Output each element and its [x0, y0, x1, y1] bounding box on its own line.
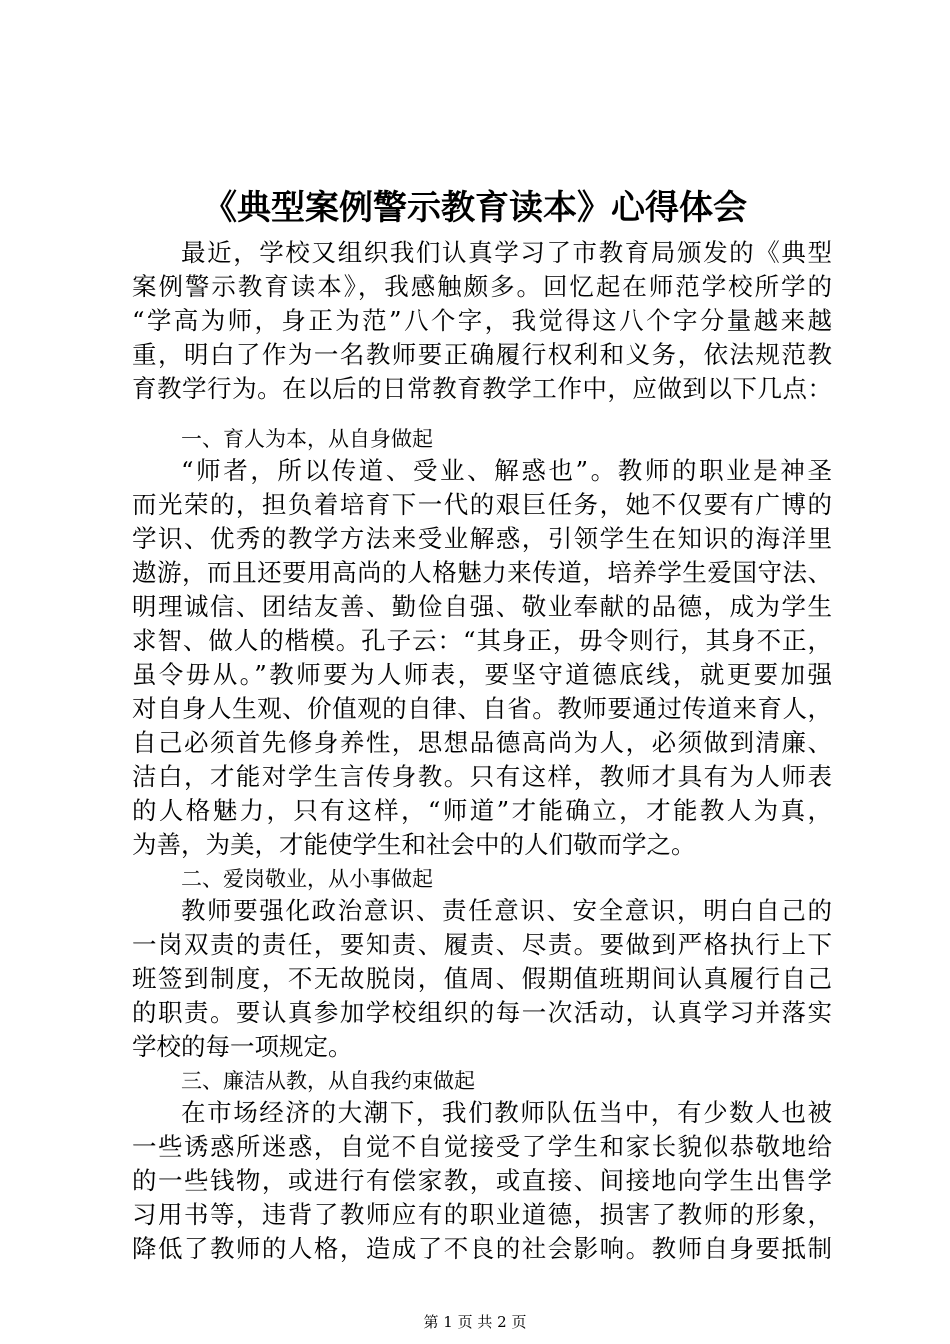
paragraph-line: 虽令毋从。”教师要为人师表，要坚守道德底线，就更要加强	[132, 660, 832, 689]
paragraph-line: “师者，所以传道、受业、解惑也”。教师的职业是神圣	[181, 456, 832, 485]
paragraph-line: 自己必须首先修身养性，思想品德高尚为人，必须做到清廉、	[132, 728, 832, 757]
page-title: 《典型案例警示教育读本》心得体会	[203, 188, 747, 228]
paragraph-line: 而光荣的，担负着培育下一代的艰巨任务，她不仅要有广博的	[132, 490, 832, 519]
intro-line: 育教学行为。在以后的日常教育教学工作中，应做到以下几点：	[132, 374, 832, 403]
intro-line: 重，明白了作为一名教师要正确履行权利和义务，依法规范教	[132, 340, 832, 369]
paragraph-line: 明理诚信、团结友善、勤俭自强、敬业奉献的品德，成为学生	[132, 592, 832, 621]
paragraph-line: 一岗双责的责任，要知责、履责、尽责。要做到严格执行上下	[132, 930, 832, 959]
paragraph-line: 班签到制度，不无故脱岗，值周、假期值班期间认真履行自己	[132, 964, 832, 993]
paragraph-line: 降低了教师的人格，造成了不良的社会影响。教师自身要抵制	[132, 1234, 832, 1263]
paragraph-line: 对自身人生观、价值观的自律、自省。教师要通过传道来育人，	[132, 694, 832, 723]
section-heading: 一、育人为本，从自身做起	[181, 427, 433, 451]
paragraph-line: 教师要强化政治意识、责任意识、安全意识，明白自己的	[181, 896, 832, 925]
paragraph-line: 一些诱惑所迷惑，自觉不自觉接受了学生和家长貌似恭敬地给	[132, 1132, 832, 1161]
paragraph-line: 的一些钱物，或进行有偿家教，或直接、间接地向学生出售学	[132, 1166, 832, 1195]
intro-line: 最近，学校又组织我们认真学习了市教育局颁发的《典型	[181, 238, 832, 267]
paragraph-line: 为善，为美，才能使学生和社会中的人们敬而学之。	[132, 830, 696, 859]
paragraph-line: 在市场经济的大潮下，我们教师队伍当中，有少数人也被	[181, 1098, 832, 1127]
page-footer: 第 1 页 共 2 页	[423, 1313, 527, 1331]
section-heading: 二、爱岗敬业，从小事做起	[181, 867, 433, 891]
paragraph-line: 求智、做人的楷模。孔子云：“其身正，毋令则行，其身不正，	[132, 626, 832, 655]
paragraph-line: 洁白，才能对学生言传身教。只有这样，教师才具有为人师表	[132, 762, 832, 791]
paragraph-line: 的人格魅力，只有这样，“师道”才能确立，才能教人为真，	[132, 796, 832, 825]
paragraph-line: 习用书等，违背了教师应有的职业道德，损害了教师的形象，	[132, 1200, 832, 1229]
intro-line: 案例警示教育读本》，我感触颇多。回忆起在师范学校所学的	[132, 272, 832, 301]
paragraph-line: 学识、优秀的教学方法来受业解惑，引领学生在知识的海洋里	[132, 524, 832, 553]
paragraph-line: 的职责。要认真参加学校组织的每一次活动，认真学习并落实	[132, 998, 832, 1027]
paragraph-line: 学校的每一项规定。	[132, 1032, 353, 1061]
paragraph-line: 遨游，而且还要用高尚的人格魅力来传道，培养学生爱国守法、	[132, 558, 832, 587]
intro-line: “学高为师，身正为范”八个字，我觉得这八个字分量越来越	[132, 306, 832, 335]
section-heading: 三、廉洁从教，从自我约束做起	[181, 1069, 475, 1093]
